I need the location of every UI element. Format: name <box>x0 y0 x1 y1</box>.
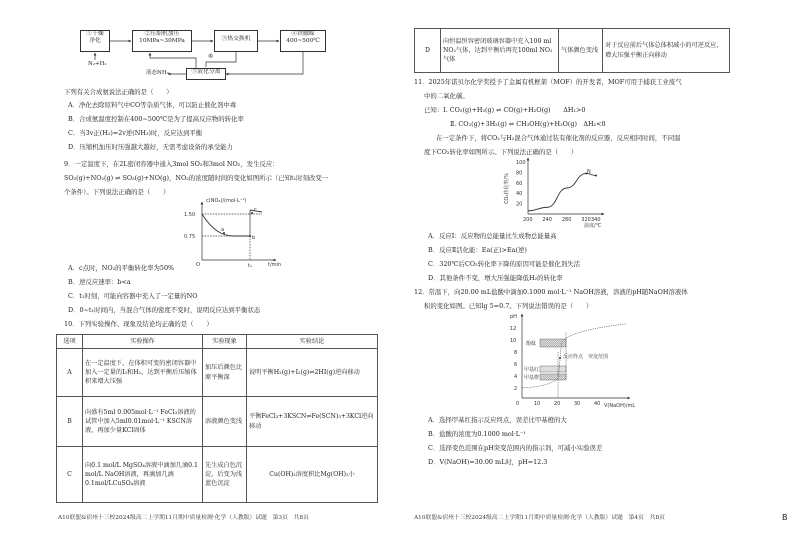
q11-option-b: B．反应Ⅱ活化能：Ea(正)>Ea(逆) <box>428 246 527 254</box>
q11-line1: 11．2025年诺贝尔化学奖授予了金属有机框架（MOF）的开发者，MOF可用于捕获工业废气 <box>414 78 682 86</box>
co2-xtick-200: 200 <box>523 217 533 223</box>
q8-stem: 下列有关合成氨说法正确的是（ ） <box>64 88 173 96</box>
q10-stem: 10．下列实验操作、现象及结论均正确的是（ ） <box>64 320 213 328</box>
q12-label-methyl-orange: 甲基橙 <box>524 375 540 381</box>
q9-option-d: D．0~t₁时间内，当混合气体的密度不变时，说明反应达到平衡状态 <box>68 306 261 314</box>
co2-ytick-20: 20 <box>516 201 523 208</box>
q11-line3: 已知：Ⅰ. CO₂(g)+H₂(g) ⇌ CO(g)+H₂O(g) ΔH₁>0 <box>424 106 586 114</box>
co2-ytick-40: 40 <box>516 191 523 198</box>
co2-xtick-320: 320 <box>581 217 591 223</box>
q10-row-a-conclusion: 说明平衡H₂(g)+I₂(g)⇌2HI(g)逆向移动 <box>247 349 378 397</box>
q12-label-phenol: 酚酞 <box>526 341 537 347</box>
q10-table <box>56 334 378 503</box>
q11-option-c: C．320℃后CO₂转化率下降的原因可能是催化剂失活 <box>428 260 580 268</box>
flow-box-dry-purify: ①干燥 净化 <box>80 30 110 52</box>
q12-option-a: A．选择甲基红指示反应终点，误差比甲基橙的大 <box>428 416 567 424</box>
methyl-red-range <box>540 366 566 372</box>
flow-feed-label: N₂+H₂ <box>88 61 107 67</box>
q9-point-b: b <box>252 235 256 241</box>
table-row <box>57 397 378 447</box>
q10-row-a-phenomenon: 加压后颜色比原平衡深 <box>203 349 247 397</box>
table-row <box>57 349 378 397</box>
q9-ylabel: c(NO₂)/(mol·L⁻¹) <box>206 198 247 204</box>
q12-ytick-12: 12 <box>510 326 517 332</box>
q9-line1: 9．一定温度下，在2L密闭容器中通入3mol SO₂和3mol NO₂，发生反应： <box>64 160 279 168</box>
q12-line2: 积的变化如图。已知lg 5=0.7。下列说法错误的是（ ） <box>424 302 593 310</box>
q12-ytick-10: 10 <box>510 338 517 344</box>
q11-line2: 中的二氧化碳。 <box>424 92 469 100</box>
co2-xlabel: 温度/℃ <box>584 223 602 228</box>
q8-option-b: B．合成氨温度控制在400~500℃是为了提高反应物的转化率 <box>68 115 244 123</box>
q12-xlabel: V(NaOH)/mL <box>604 403 636 409</box>
q12-option-d: D．V(NaOH)=30.00 mL时，pH=12.3 <box>428 458 548 466</box>
q11-line6: 度下CO₂转化率如图所示。下列说法正确的是（ ） <box>424 148 578 156</box>
flow-label-6: ⑥ <box>208 54 214 60</box>
co2-ylabel: CO₂转化率/% <box>504 173 510 204</box>
q12-ytick-4: 4 <box>514 374 518 380</box>
q9-xlabel: t/min <box>268 262 282 268</box>
table-row <box>415 29 730 73</box>
co2-xtick-240: 240 <box>542 217 552 223</box>
phenolphthalein-range <box>540 339 566 347</box>
q12-xtick-10: 10 <box>534 401 541 407</box>
q10-row-b-phenomenon: 溶液颜色变浅 <box>203 397 247 447</box>
q12-line1: 12．常温下，向20.00 mL盐酸中滴加0.1000 mol·L⁻¹ NaOH溶液，溶液的pH随NaOH溶液体 <box>414 288 688 296</box>
q12-option-b: B．盐酸的浓度为0.1000 mol·L⁻¹ <box>428 430 526 438</box>
q8-option-c: C．当3v正(H₂)=2v逆(NH₃)时，反应达到平衡 <box>68 129 203 137</box>
co2-peak-label: N <box>587 169 591 175</box>
q9-line2: SO₂(g)+NO₂(g) ⇌ SO₃(g)+NO(g)，NO₂的浓度随时间的变化如图所示（已知t₁时刻改变一 <box>64 174 329 182</box>
co2-ytick-100: 100 <box>516 160 526 166</box>
q10-row-d-phenomenon: 气体颜色变浅 <box>559 29 603 73</box>
footer-right: A10联盟&宿州十三校2024级高二上学期11月期中质量检测·化学（人教版）试题 第4页 共8页 <box>414 515 665 521</box>
q10-table-continued <box>414 28 730 73</box>
corner-mark: B <box>782 513 788 522</box>
q12-option-c: C．选择变色范围在pH突变范围内的指示剂，可减小实验误差 <box>428 444 603 452</box>
flow-box-liquefaction: ⑤液化分离 <box>186 68 226 80</box>
flow-box-heat-exchanger: ③热交换机 <box>214 30 258 52</box>
q9-concentration-chart <box>180 196 290 268</box>
co2-conversion-chart <box>500 156 620 228</box>
q12-origin: 0 <box>516 401 520 407</box>
q10-row-d-option: D <box>415 29 441 73</box>
q8-option-a: A．净化去除原料气中CO等杂质气体，可以防止催化剂中毒 <box>68 101 237 109</box>
q12-xtick-20: 20 <box>554 401 561 407</box>
q9-option-a: A．c点时，NO₂的平衡转化率为50% <box>68 264 175 272</box>
co2-xtick-280: 280 <box>561 217 572 223</box>
flow-box-iron-catalyst: ④铁触媒 400~500℃ <box>280 30 326 52</box>
q9-option-b: B．逆反应速率：b<a <box>68 278 131 286</box>
flow-arrows <box>0 0 400 100</box>
q10-row-b-option: B <box>57 397 83 447</box>
flow-nh3-label: 液态NH₃ <box>146 70 169 76</box>
q9-point-a: a <box>221 227 225 233</box>
q12-xtick-30: 30 <box>574 401 581 407</box>
co2-ytick-60: 60 <box>516 180 523 187</box>
q10-header-phenomenon: 实验现象 <box>203 335 247 349</box>
q9-option-c: C．t₁时刻，可能向容器中充入了一定量的NO <box>68 292 198 300</box>
q10-row-b-conclusion: 平衡FeCl₃+3KSCN⇌Fe(SCN)₃+3KCl逆向移动 <box>247 397 378 447</box>
q12-xtick-40: 40 <box>594 401 601 407</box>
q12-label-methyl-red: 甲基红 <box>524 367 540 373</box>
q10-row-d-operation: 向恒温恒容密闭玻璃容器中充入100 ml NO₂气体，达到平衡后再充100ml NO₂气体 <box>441 29 559 73</box>
q10-row-b-operation: 向盛有5ml 0.005mol·L⁻¹ FeCl₃溶液的试管中加入5ml0.01mol·L⁻¹ KSCN溶液，再加少量KCl固体 <box>83 397 203 447</box>
methyl-orange-range <box>540 374 566 380</box>
q11-line5: 在一定条件下，将CO₂与H₂混合气体通过装有催化剂的反应器，反应相同时间，不同温 <box>436 134 681 142</box>
q10-row-c-phenomenon: 先生成白色沉淀，后变为浅蓝色沉淀 <box>203 447 247 503</box>
q10-row-a-operation: 在一定温度下，在体积可变的密闭容器中加入一定量的I₂和H₂，达到平衡后压缩体积来增大压强 <box>83 349 203 397</box>
q9-point-c: c <box>254 207 257 213</box>
right-page <box>400 0 800 544</box>
q12-ytick-8: 8 <box>514 350 518 356</box>
q9-xtick-t1: t₁ <box>248 263 252 268</box>
q9-origin: O <box>196 262 200 268</box>
q9-ytick-075: 0.75 <box>184 234 196 240</box>
co2-xtick-340: 340 <box>591 217 601 223</box>
footer-left: A10联盟&宿州十三校2024级高二上学期11月期中质量检测·化学（人教版）试题 第3页 共8页 <box>58 515 309 521</box>
flow-box-compressor: ②压缩机加压 10MPa~30MPa <box>132 30 192 52</box>
co2-ytick-80: 80 <box>516 170 523 177</box>
q12-ytick-6: 6 <box>514 362 518 368</box>
q10-row-c-operation: 向0.1 mol/L MgSO₄溶液中滴加几滴0.1 mol/L NaOH溶液，再滴加几滴0.1mol/LCuSO₄溶液 <box>83 447 203 503</box>
q10-row-c-option: C <box>57 447 83 503</box>
q12-label-end: 反应终点 <box>563 354 584 360</box>
q12-label-range: 突变范围 <box>588 354 609 360</box>
q12-titration-chart <box>500 310 660 410</box>
q10-row-c-conclusion: Cu(OH)₂溶度积比Mg(OH)₂小 <box>247 447 378 503</box>
q9-ytick-150: 1.50 <box>184 212 196 218</box>
q10-row-a-option: A <box>57 349 83 397</box>
q12-ytick-2: 2 <box>514 386 518 392</box>
q10-row-d-conclusion: 对于反应前后气体总体积减小的可逆反应，增大压强平衡正向移动 <box>603 29 730 73</box>
q10-header-conclusion: 实验结论 <box>247 335 378 349</box>
q8-option-d: D．压缩机加压时压强越大越好，无需考虑设备的承受能力 <box>68 143 233 151</box>
q10-header-option: 选项 <box>57 335 83 349</box>
co2-point-340 <box>595 175 597 177</box>
q9-line3: 个条件）。下列说法正确的是（ ） <box>64 188 170 196</box>
q12-ylabel: pH <box>510 314 517 320</box>
co2-series-line <box>528 173 596 210</box>
q11-option-a: A．反应Ⅰ：反应物的总能量比生成物总能量高 <box>428 232 557 240</box>
table-row <box>57 447 378 503</box>
q11-line4: Ⅱ. CO₂(g)+3H₂(g) ⇌ CH₃OH(g)+H₂O(g) ΔH₂<0 <box>450 120 606 128</box>
q11-option-d: D．其他条件不变，增大压强能降低H₂的转化率 <box>428 274 563 282</box>
q10-header-operation: 实验操作 <box>83 335 203 349</box>
